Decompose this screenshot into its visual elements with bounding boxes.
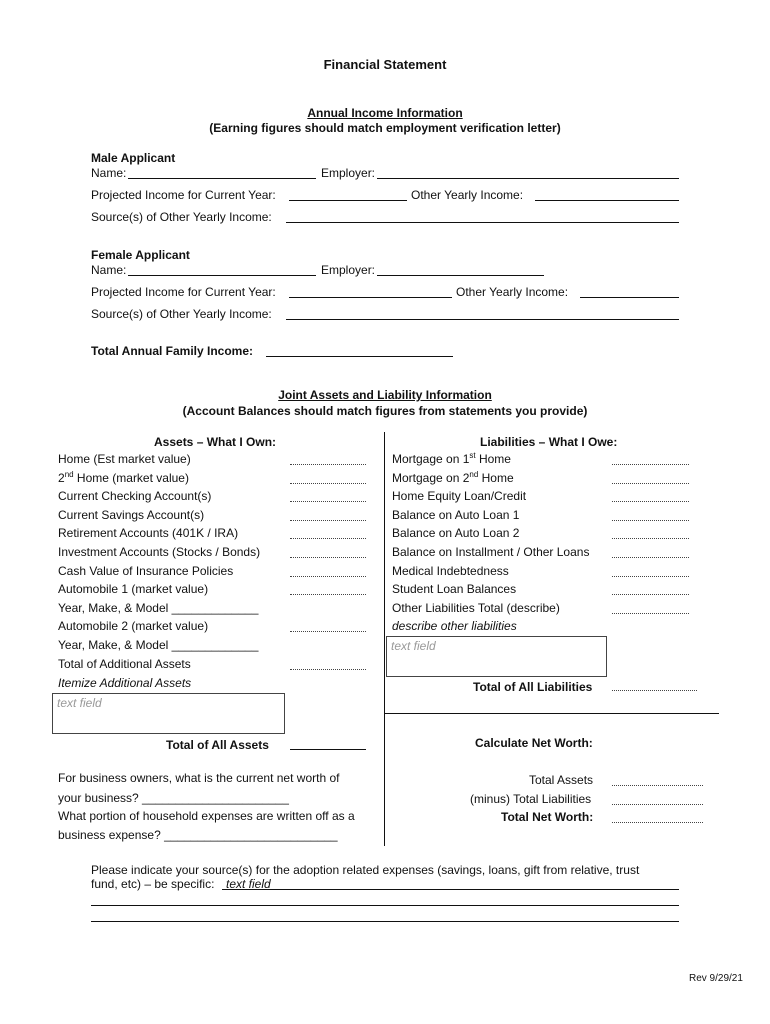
joint-heading: Joint Assets and Liability Information xyxy=(278,388,492,402)
liability-value-field[interactable] xyxy=(612,594,689,595)
total-assets-label: Total of All Assets xyxy=(166,738,269,752)
liability-item: Mortgage on 1st Home xyxy=(392,451,511,466)
asset-value-field[interactable] xyxy=(290,520,366,521)
liability-value-field[interactable] xyxy=(612,557,689,558)
joint-subheading: (Account Balances should match figures from statements you provide) xyxy=(182,404,588,418)
liability-value-field[interactable] xyxy=(612,520,689,521)
asset-value-field[interactable] xyxy=(290,631,366,632)
business-q2-line2: business expense? __________________________ xyxy=(58,828,338,842)
liability-item: Student Loan Balances xyxy=(392,582,517,596)
female-other-field[interactable] xyxy=(580,297,679,298)
business-q2-line1: What portion of household expenses are written off as a xyxy=(58,809,355,823)
total-assets-field[interactable] xyxy=(290,749,366,750)
male-applicant-heading: Male Applicant xyxy=(91,151,176,165)
male-employer-label: Employer: xyxy=(321,166,376,180)
asset-value-field[interactable] xyxy=(290,576,366,577)
itemize-assets-textfield[interactable] xyxy=(52,693,285,734)
networth-minus-liabilities-field[interactable] xyxy=(612,804,703,805)
adoption-sources-line[interactable] xyxy=(91,905,679,906)
liability-value-field[interactable] xyxy=(612,613,689,614)
female-employer-field[interactable] xyxy=(377,275,544,276)
asset-value-field[interactable] xyxy=(290,669,366,670)
asset-item: Total of Additional Assets xyxy=(58,657,191,671)
male-name-field[interactable] xyxy=(128,178,316,179)
total-family-income-field[interactable] xyxy=(266,356,453,357)
describe-liabilities-placeholder: text field xyxy=(391,639,436,653)
male-projected-label: Projected Income for Current Year: xyxy=(91,188,276,202)
male-name-label: Name: xyxy=(91,166,127,180)
liabilities-divider xyxy=(384,713,719,714)
male-other-label: Other Yearly Income: xyxy=(411,188,524,202)
asset-item: Investment Accounts (Stocks / Bonds) xyxy=(58,545,261,559)
male-projected-field[interactable] xyxy=(289,200,407,201)
female-other-label: Other Yearly Income: xyxy=(456,285,569,299)
liability-item: Balance on Installment / Other Loans xyxy=(392,545,590,559)
networth-total-assets-field[interactable] xyxy=(612,785,703,786)
female-employer-label: Employer: xyxy=(321,263,376,277)
column-divider xyxy=(384,432,385,846)
networth-total-label: Total Net Worth: xyxy=(501,810,594,824)
liability-value-field[interactable] xyxy=(612,483,689,484)
asset-value-field[interactable] xyxy=(290,557,366,558)
income-heading: Annual Income Information xyxy=(307,106,463,120)
male-other-field[interactable] xyxy=(535,200,679,201)
female-sources-label: Source(s) of Other Yearly Income: xyxy=(91,307,272,321)
asset-value-field[interactable] xyxy=(290,483,366,484)
liability-value-field[interactable] xyxy=(612,576,689,577)
liability-value-field[interactable] xyxy=(612,464,689,465)
asset-value-field[interactable] xyxy=(290,538,366,539)
total-liabilities-label: Total of All Liabilities xyxy=(473,680,593,694)
asset-item: Year, Make, & Model _____________ xyxy=(58,601,259,615)
business-q1-line2: your business? ______________________ xyxy=(58,791,289,805)
liability-value-field[interactable] xyxy=(612,538,689,539)
asset-item: Year, Make, & Model _____________ xyxy=(58,638,259,652)
asset-item: Cash Value of Insurance Policies xyxy=(58,564,234,578)
adoption-sources-prefix: fund, etc) – be specific: xyxy=(91,877,215,891)
adoption-sources-prompt: Please indicate your source(s) for the adoption related expenses (savings, loans, gift from relative, trust xyxy=(91,863,640,877)
female-name-field[interactable] xyxy=(128,275,316,276)
asset-value-field[interactable] xyxy=(290,501,366,502)
liability-item: Mortgage on 2nd Home xyxy=(392,470,514,485)
total-liabilities-field[interactable] xyxy=(612,690,697,691)
male-employer-field[interactable] xyxy=(377,178,679,179)
asset-item: Current Checking Account(s) xyxy=(58,489,212,503)
male-sources-label: Source(s) of Other Yearly Income: xyxy=(91,210,272,224)
revision-date: Rev 9/29/21 xyxy=(689,973,743,984)
liabilities-heading: Liabilities – What I Owe: xyxy=(480,435,618,449)
networth-total-field[interactable] xyxy=(612,822,703,823)
liability-item: Other Liabilities Total (describe) xyxy=(392,601,560,615)
asset-item: Current Savings Account(s) xyxy=(58,508,205,522)
male-sources-field[interactable] xyxy=(286,222,679,223)
assets-heading: Assets – What I Own: xyxy=(154,435,277,449)
describe-liabilities-textfield[interactable] xyxy=(386,636,607,677)
income-subheading: (Earning figures should match employment verification letter) xyxy=(209,121,561,135)
networth-heading: Calculate Net Worth: xyxy=(475,736,593,750)
adoption-sources-line[interactable] xyxy=(222,889,679,890)
asset-item: Automobile 1 (market value) xyxy=(58,582,209,596)
adoption-sources-line[interactable] xyxy=(91,921,679,922)
asset-value-field[interactable] xyxy=(290,464,366,465)
female-applicant-heading: Female Applicant xyxy=(91,248,190,262)
female-projected-label: Projected Income for Current Year: xyxy=(91,285,276,299)
itemize-assets-placeholder: text field xyxy=(57,696,102,710)
itemize-assets-label: Itemize Additional Assets xyxy=(58,676,192,690)
networth-minus-liabilities-label: (minus) Total Liabilities xyxy=(470,792,592,806)
business-q1-line1: For business owners, what is the current net worth of xyxy=(58,771,340,785)
total-family-income-label: Total Annual Family Income: xyxy=(91,344,254,358)
liability-value-field[interactable] xyxy=(612,501,689,502)
female-name-label: Name: xyxy=(91,263,127,277)
liability-item: Home Equity Loan/Credit xyxy=(392,489,527,503)
female-projected-field[interactable] xyxy=(289,297,452,298)
asset-item: Retirement Accounts (401K / IRA) xyxy=(58,526,239,540)
liability-item: Medical Indebtedness xyxy=(392,564,509,578)
asset-item: 2nd Home (market value) xyxy=(58,470,189,485)
describe-liabilities-label: describe other liabilities xyxy=(392,619,517,633)
liability-item: Balance on Auto Loan 1 xyxy=(392,508,520,522)
page-title: Financial Statement xyxy=(323,57,447,72)
asset-item: Automobile 2 (market value) xyxy=(58,619,209,633)
adoption-sources-placeholder[interactable]: text field xyxy=(226,877,271,891)
liability-item: Balance on Auto Loan 2 xyxy=(392,526,520,540)
asset-value-field[interactable] xyxy=(290,594,366,595)
asset-item: Home (Est market value) xyxy=(58,452,191,466)
networth-total-assets-label: Total Assets xyxy=(529,773,594,787)
female-sources-field[interactable] xyxy=(286,319,679,320)
